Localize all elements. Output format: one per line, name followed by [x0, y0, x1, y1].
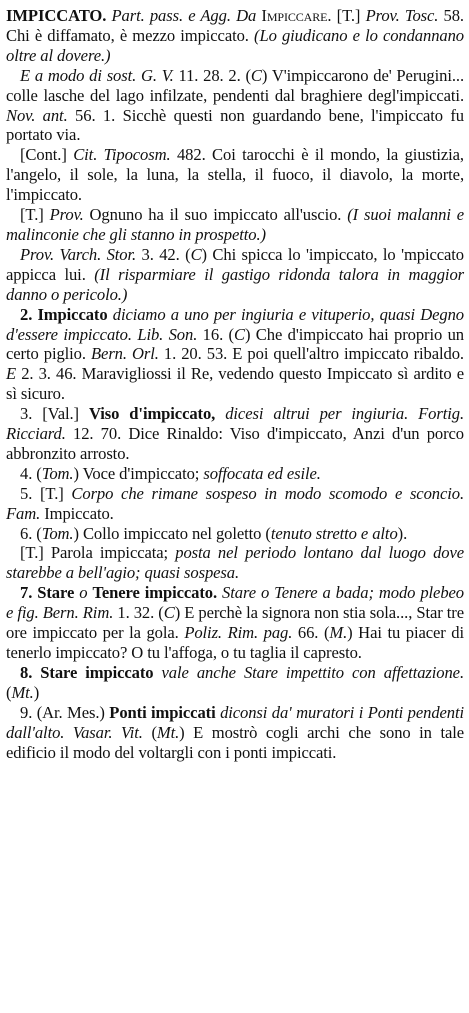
italic-text: M.: [329, 623, 348, 643]
small-caps-text: Impiccare: [261, 6, 328, 25]
body-text: ) E mostrò cogli archi che sono in tale edificio il modo del voltargli con i ponti impiccati.: [6, 722, 464, 762]
italic-text: Mt.: [11, 682, 34, 702]
body-text: [T.]: [20, 205, 50, 225]
entry-paragraph: [6, 404, 464, 464]
body-text: ) Hai tu piacer di tenerlo impiccato? O tu l'affoga, o tu taglia il capresto.: [6, 623, 464, 662]
body-text: 56. 1. Sicchè questi non guardando bene, l'impiccato fu portato via.: [6, 105, 464, 145]
italic-text: tenuto stretto e alto: [270, 523, 398, 543]
italic-text: Part. pass. e Agg. Da: [111, 6, 257, 25]
body-text: 58. Chi è diffamato, è mezzo impiccato.: [6, 6, 464, 45]
italic-text: (Lo giudicano e lo condannano oltre al dovere.): [6, 25, 464, 65]
italic-text: (I suoi malanni e malinconie che gli stanno in prospetto.): [6, 205, 464, 244]
body-text: ) E perchè la signora non stia sola..., Star tre ore impiccato per la gola.: [6, 603, 464, 643]
italic-text: Mt.: [156, 722, 180, 742]
italic-text: E a modo di sost. G. V.: [20, 65, 174, 85]
italic-text: soffocata ed esile.: [203, 463, 321, 483]
body-text: ) V'impiccarono de' Perugini... colle lasche del lago infilzate, pendenti dal braghiere degl'impiccati.: [6, 65, 464, 105]
entry-paragraph: [6, 524, 464, 544]
headword: 7. Stare: [20, 583, 75, 603]
body-text: [Cont.]: [20, 145, 74, 165]
italic-text: Cit. Tipocosm.: [73, 145, 171, 165]
entry-paragraph: [6, 6, 464, 66]
headword: Tenere impiccato.: [92, 583, 218, 603]
italic-text: C: [190, 244, 202, 264]
entry-paragraph: [6, 145, 464, 205]
italic-text: Bern. Orl.: [91, 344, 159, 364]
body-text: 9. (Ar. Mes.): [20, 702, 110, 722]
body-text: 66. (: [292, 623, 330, 643]
body-text: [215, 404, 225, 423]
italic-text: Tom.: [41, 523, 74, 543]
body-text: Ognuno ha il suo impiccato all'uscio.: [83, 205, 348, 225]
italic-text: posta nel periodo lontano dal luogo dove starebbe a bell'agio; quasi sospesa.: [6, 543, 465, 583]
body-text: Impiccato.: [40, 503, 114, 523]
italic-text: C: [233, 324, 245, 344]
entry-paragraph: [6, 543, 464, 583]
body-text: ) Voce d'impiccato;: [73, 463, 204, 483]
entry-paragraph: [6, 583, 464, 663]
body-text: (: [142, 722, 157, 742]
body-text: 5. [T.]: [20, 483, 72, 503]
italic-text: E: [6, 364, 17, 384]
body-text: ) Chi spicca lo 'impiccato, lo 'mpiccato appicca lui.: [6, 244, 464, 284]
italic-text: diciamo a uno per ingiuria e vituperio, quasi Degno d'essere impiccato. Lib. Son.: [6, 304, 464, 344]
body-text: (: [6, 682, 12, 702]
italic-text: Prov. Tosc.: [365, 6, 439, 25]
italic-text: Stare o Tenere a bada; modo plebeo e fig. Bern. Rim.: [6, 583, 464, 623]
body-text: 482. Coi tarocchi è il mondo, la giustizia, l'angelo, il sole, la luna, la stella, il fuoco, il diavolo, la morte, l'impiccato.: [6, 145, 464, 205]
headword: Ponti impiccati: [109, 702, 216, 722]
body-text: . [T.]: [327, 6, 366, 25]
body-text: 1. 32. (: [113, 603, 164, 623]
italic-text: diconsi da' muratori i Ponti pendenti dall'alto. Vasar. Vit.: [6, 702, 464, 742]
entry-paragraph: [6, 205, 464, 245]
body-text: 6. (: [20, 523, 42, 543]
body-text: 4. (: [20, 463, 42, 483]
body-text: ): [33, 682, 40, 702]
body-text: 1. 20. 53. E poi quell'altro impiccato ribaldo.: [158, 344, 464, 364]
italic-text: Nov. ant.: [6, 105, 68, 125]
entry-paragraph: [6, 305, 464, 405]
italic-text: dicesi altrui per ingiuria. Fortig. Ricciard.: [6, 404, 464, 444]
body-text: 11. 28. 2. (: [173, 65, 251, 85]
italic-text: vale anche Stare impettito con affettazione.: [161, 662, 464, 682]
entry-paragraph: [6, 245, 464, 305]
entry-paragraph: [6, 484, 464, 524]
italic-text: C: [163, 603, 175, 623]
body-text: 3. [Val.]: [20, 404, 89, 424]
italic-text: Poliz. Rim. pag.: [184, 623, 293, 643]
entry-paragraph: [6, 703, 464, 763]
italic-text: Corpo che rimane sospeso in modo scomodo e sconcio. Fam.: [6, 483, 464, 523]
italic-text: Prov. Varch. Stor.: [20, 244, 137, 264]
body-text: ) Collo impiccato nel goletto (: [73, 523, 271, 543]
body-text: [T.] Parola impiccata;: [20, 543, 176, 563]
headword: Viso d'impiccato,: [88, 404, 216, 424]
italic-text: Tom.: [41, 463, 74, 483]
body-text: 12. 70. Dice Rinaldo: Viso d'impiccato, Anzi d'un porco abbronzito arrosto.: [6, 424, 464, 463]
entry-paragraph: [6, 663, 464, 703]
body-text: ) Che d'impiccato hai proprio un certo piglio.: [6, 324, 465, 364]
body-text: 2. 3. 46. Maravigliossi il Re, vedendo questo Impiccato sì ardito e sì sicuro.: [6, 364, 464, 404]
italic-text: C: [250, 65, 262, 85]
italic-text: Prov.: [49, 205, 84, 225]
headword: 8. Stare impiccato: [20, 662, 154, 682]
entry-paragraph: [6, 66, 464, 146]
body-text: 3. 42. (: [136, 244, 191, 264]
body-text: 16. (: [197, 324, 234, 344]
italic-text: (Il risparmiare il gastigo ridonda talora in maggior danno o pericolo.): [6, 264, 464, 304]
italic-text: o: [79, 583, 88, 603]
headword: 2. Impiccato: [20, 304, 108, 324]
body-text: [154, 663, 162, 682]
headword: IMPICCATO.: [6, 6, 107, 25]
entry-paragraph: [6, 464, 464, 484]
body-text: ).: [397, 523, 408, 543]
